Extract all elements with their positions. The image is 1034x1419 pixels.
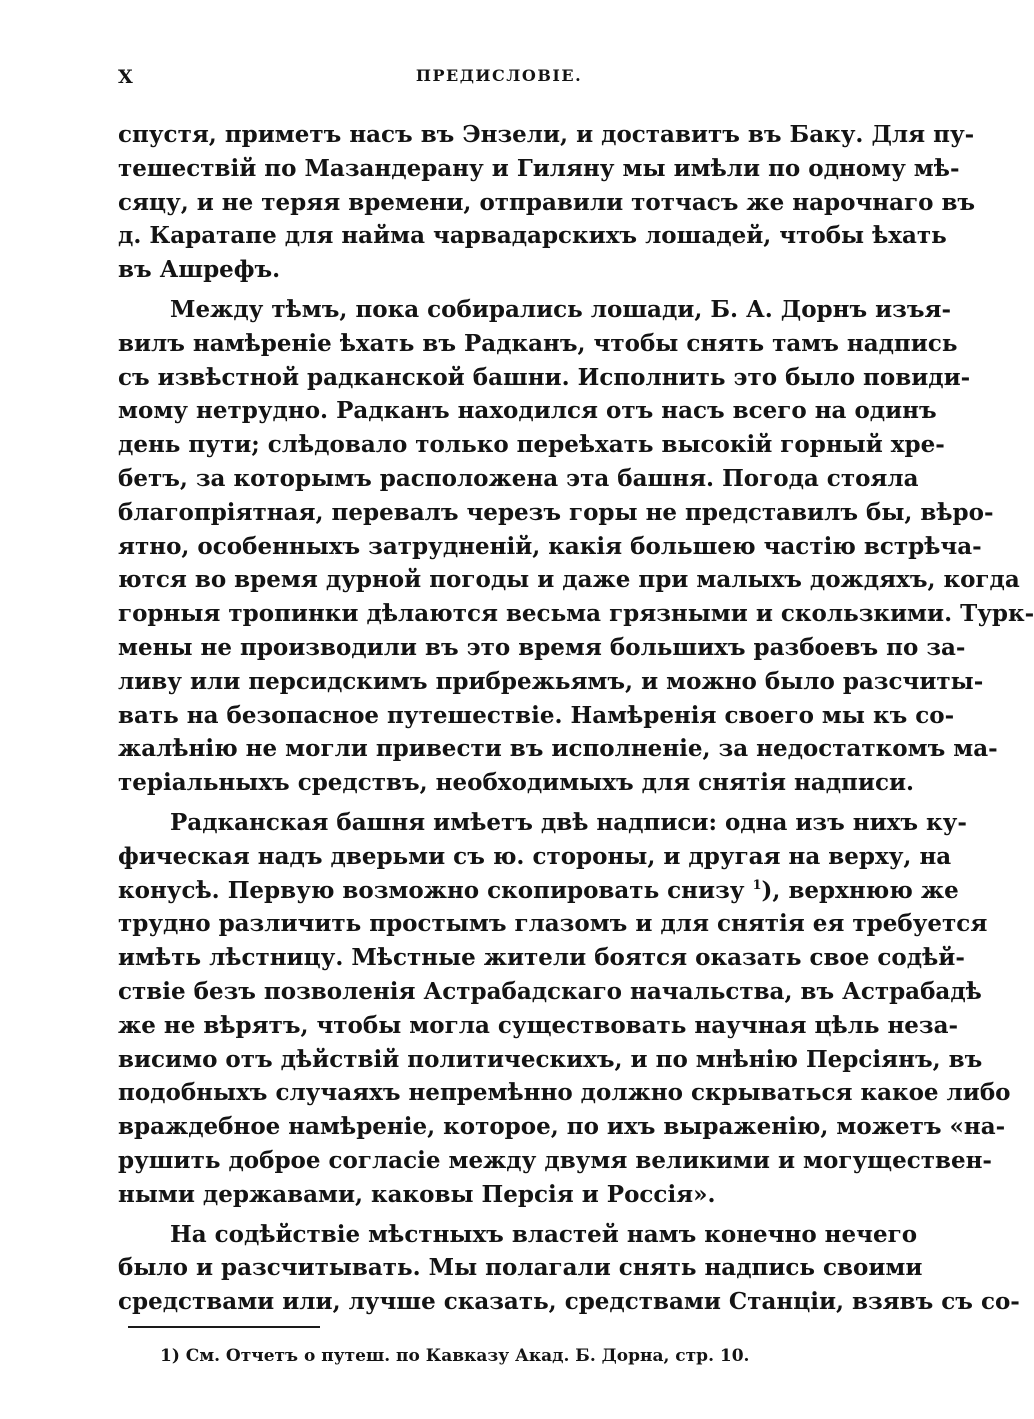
text-line: д. Каратапе для найма чарвадарскихъ лошадей, чтобы ѣхать (118, 222, 947, 250)
text-line: ными державами, каковы Персія и Россія». (118, 1180, 716, 1208)
running-title: ПРЕДИСЛОВІЕ. (415, 66, 583, 85)
text-line: день пути; слѣдовало только переѣхать высокій горный хре- (118, 431, 945, 459)
text-line: было и разсчитывать. Мы полагали снять надпись своими (118, 1254, 923, 1282)
text-line: ствіе безъ позволенія Астрабадскаго начальства, въ Астрабадѣ (118, 977, 982, 1005)
text-line: трудно различить простымъ глазомъ и для снятія ея требуется (118, 910, 988, 938)
text-line: спустя, приметъ насъ въ Энзели, и доставитъ въ Баку. Для пу- (118, 121, 975, 148)
text-line: ятно, особенныхъ затрудненій, какія большею частію встрѣча- (118, 532, 982, 560)
text-line-with-footnote (118, 874, 959, 908)
text-segment: ), верхнюю же (761, 876, 959, 904)
body-text (118, 118, 1034, 1319)
text-line: подобныхъ случаяхъ непремѣнно должно скрываться какое либо (118, 1079, 1011, 1107)
text-line: На содѣйствіе мѣстныхъ властей намъ конечно нечего (170, 1220, 918, 1248)
text-line: мому нетрудно. Радканъ находился отъ насъ всего на одинъ (118, 397, 937, 425)
text-line: фическая надъ дверьми съ ю. стороны, и другая на верху, на (118, 842, 952, 870)
page-number: X (118, 66, 134, 88)
footnote-marker: 1 (752, 877, 762, 893)
text-line: сяцу, и не теряя времени, отправили тотчасъ же нарочнаго въ (118, 188, 976, 216)
text-line: мены не производили въ это время большихъ разбоевъ по за- (118, 633, 966, 661)
text-line: въ Ашрефъ. (118, 256, 281, 284)
text-line: висимо отъ дѣйствій политическихъ, и по мнѣнію Персіянъ, въ (118, 1045, 983, 1073)
text-line: средствами или, лучше сказать, средствами Станціи, взявъ съ со- (118, 1288, 1020, 1316)
text-line: бетъ, за которымъ расположена эта башня. Погода стояла (118, 464, 919, 492)
text-line: жалѣнію не могли привести въ исполненіе, за недостаткомъ ма- (118, 735, 998, 763)
text-line: вилъ намѣреніе ѣхать въ Радканъ, чтобы снять тамъ надпись (118, 329, 958, 357)
footnote: 1) См. Отчетъ о путеш. по Кавказу Акад. Б. Дорна, стр. 10. (160, 1346, 750, 1366)
text-line: враждебное намѣреніе, которое, по ихъ выраженію, можетъ «на- (118, 1113, 1006, 1141)
text-line: Между тѣмъ, пока собирались лошади, Б. А. Дорнъ изъя- (170, 295, 952, 323)
page-header (118, 66, 880, 96)
text-line: горныя тропинки дѣлаются весьма грязными и скользкими. Турк- (118, 600, 1034, 628)
text-line: съ извѣстной радканской башни. Исполнить это было повиди- (118, 363, 971, 391)
text-line: имѣть лѣстницу. Мѣстные жители боятся оказать свое содѣй- (118, 944, 965, 972)
footnote-divider (128, 1326, 320, 1328)
text-line: Радканская башня имѣетъ двѣ надписи: одна изъ нихъ ку- (170, 808, 967, 836)
text-line: рушить доброе согласіе между двумя великими и могуществен- (118, 1146, 992, 1174)
text-line: ливу или персидскимъ прибрежьямъ, и можно было разсчиты- (118, 667, 984, 695)
text-line: же не вѣрятъ, чтобы могла существовать научная цѣль неза- (118, 1011, 959, 1039)
text-line: ются во время дурной погоды и даже при малыхъ дождяхъ, когда (118, 566, 1020, 594)
text-line: благопріятная, перевалъ черезъ горы не представилъ бы, вѣро- (118, 498, 994, 526)
text-line: теріальныхъ средствъ, необходимыхъ для снятія надписи. (118, 769, 915, 797)
text-segment: конусѣ. Первую возможно скопировать снизу (118, 876, 745, 904)
text-line: тешествій по Мазандерану и Гиляну мы имѣли по одному мѣ- (118, 154, 960, 182)
text-line: вать на безопасное путешествіе. Намѣренія своего мы къ со- (118, 701, 955, 729)
